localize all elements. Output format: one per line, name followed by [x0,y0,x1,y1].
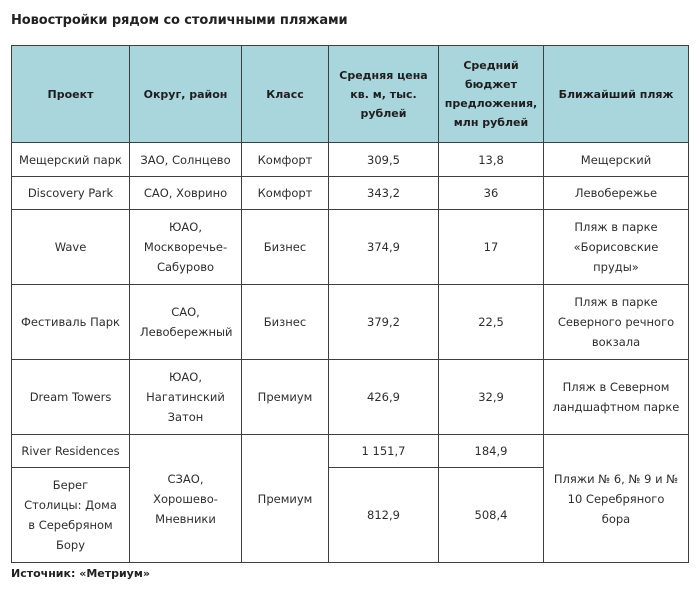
cell-project: Фестиваль Парк [12,285,130,360]
table-row [12,285,689,360]
cell-district: ЮАО, Нагатинский Затон [130,360,242,435]
cell-avg-budget: 22,5 [439,285,544,360]
cell-avg-price: 343,2 [329,177,439,210]
cell-district: СЗАО, Хорошево-Мневники [130,435,242,563]
cell-avg-price: 309,5 [329,143,439,177]
cell-beach: Мещерский [544,143,689,177]
cell-project: Мещерский парк [12,143,130,177]
cell-beach: Пляж в Северном ландшафтном парке [544,360,689,435]
cell-district: ЗАО, Солнцево [130,143,242,177]
table-row [12,143,689,177]
cell-district: САО, Левобережный [130,285,242,360]
cell-beach: Левобережье [544,177,689,210]
beaches-table [11,45,689,563]
cell-avg-budget: 13,8 [439,143,544,177]
table-row [12,360,689,435]
cell-district: САО, Ховрино [130,177,242,210]
header-beach: Ближайший пляж [544,46,689,143]
cell-class: Премиум [242,435,329,563]
table-row [12,210,689,285]
table-row [12,177,689,210]
cell-avg-budget: 36 [439,177,544,210]
cell-class: Комфорт [242,177,329,210]
cell-beach: Пляж в парке «Борисовские пруды» [544,210,689,285]
cell-avg-budget: 184,9 [439,435,544,468]
cell-project: Берег Столицы: Дома в Серебряном Бору [12,468,130,563]
header-row [12,46,689,143]
cell-avg-price: 812,9 [329,468,439,563]
cell-project: Discovery Park [12,177,130,210]
cell-class: Бизнес [242,285,329,360]
cell-avg-price: 426,9 [329,360,439,435]
table-row [12,435,689,468]
cell-avg-budget: 508,4 [439,468,544,563]
cell-avg-budget: 32,9 [439,360,544,435]
cell-avg-budget: 17 [439,210,544,285]
table-title: Новостройки рядом со столичными пляжами [11,13,348,28]
cell-avg-price: 1 151,7 [329,435,439,468]
cell-project: River Residences [12,435,130,468]
cell-beach: Пляжи № 6, № 9 и № 10 Серебряного бора [544,435,689,563]
cell-beach: Пляж в парке Северного речного вокзала [544,285,689,360]
header-avg-budget: Средний бюджет предложения, млн рублей [439,46,544,143]
cell-avg-price: 379,2 [329,285,439,360]
cell-project: Wave [12,210,130,285]
cell-class: Премиум [242,360,329,435]
header-project: Проект [12,46,130,143]
cell-district: ЮАО, Москворечье-Сабурово [130,210,242,285]
header-class: Класс [242,46,329,143]
cell-avg-price: 374,9 [329,210,439,285]
header-district: Округ, район [130,46,242,143]
source-note: Источник: «Метриум» [11,567,150,580]
cell-project: Dream Towers [12,360,130,435]
cell-class: Бизнес [242,210,329,285]
cell-class: Комфорт [242,143,329,177]
header-avg-price: Средняя цена кв. м, тыс. рублей [329,46,439,143]
